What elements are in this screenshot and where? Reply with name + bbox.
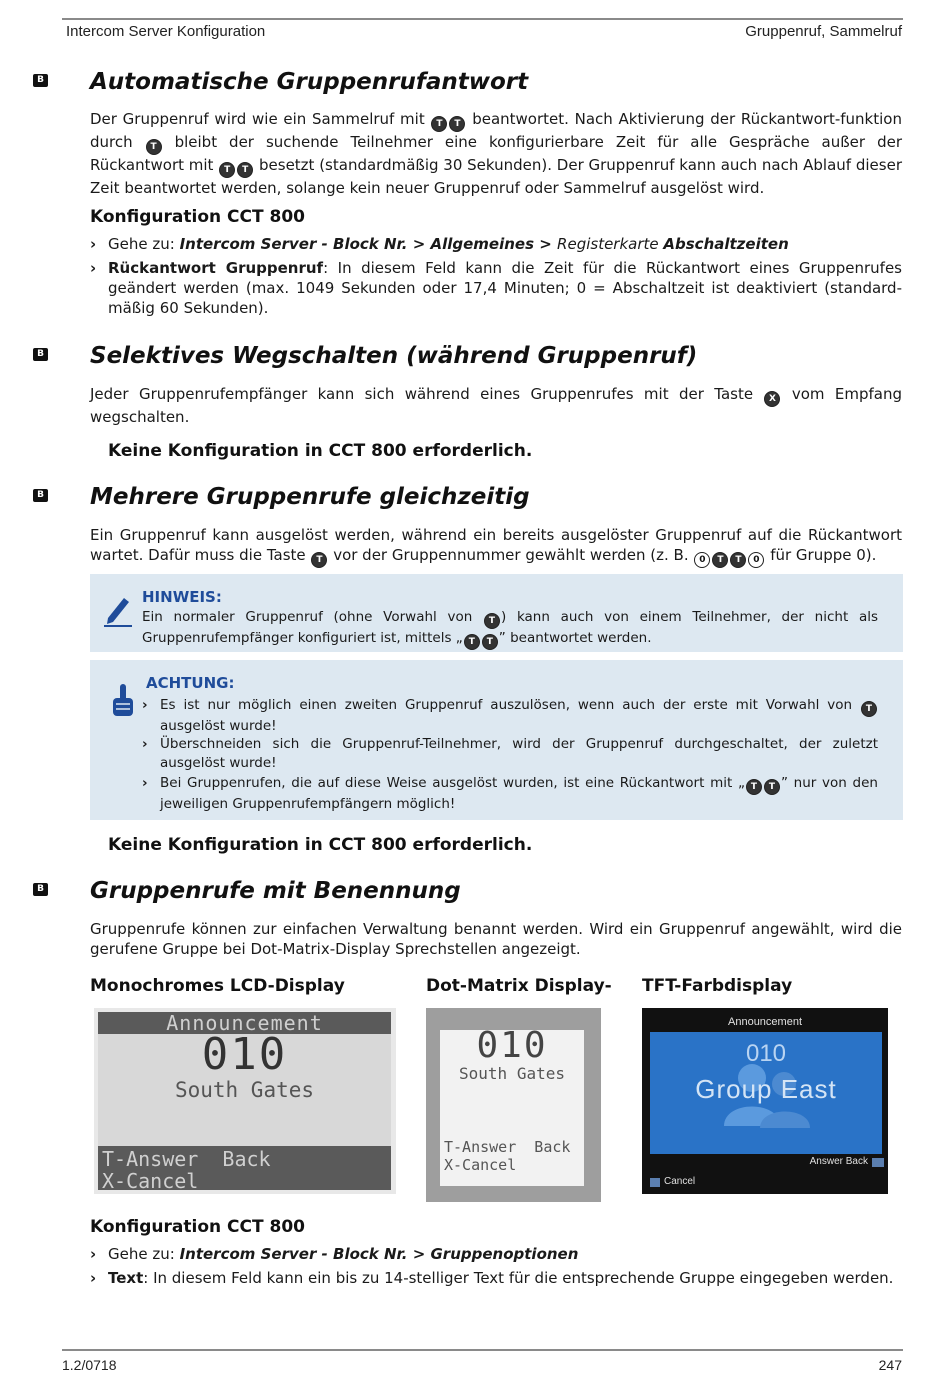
tft-number: 010 <box>745 1040 787 1067</box>
section-4-paragraph: Gruppenrufe können zur einfachen Verwaltung benannt werden. Wird ein Gruppenruf angewählt, wird die gerufene Gruppe bei Dot-Matrix-Display Sprechstellen angezeigt. <box>90 920 902 958</box>
config-1-goto: › Gehe zu: Intercom Server - Block Nr. > Allgemeines > Registerkarte Abschaltzeiten <box>90 235 789 253</box>
x-key-icon: X <box>764 391 780 407</box>
header-rule <box>62 18 903 20</box>
tft-header: Announcement <box>728 1016 802 1028</box>
config-2-field: › Text: In diesem Feld kann ein bis zu 14-stelliger Text für die entsprechende Gruppe eingegeben werden. <box>90 1269 894 1287</box>
tft-cancel: Cancel <box>664 1176 696 1187</box>
hinweis-title: HINWEIS: <box>142 588 222 606</box>
config-2-goto: › Gehe zu: Intercom Server - Block Nr. > Gruppenoptionen <box>90 1245 579 1263</box>
bullet-arrow-icon: › <box>142 775 148 791</box>
page-number: 247 <box>878 1357 902 1373</box>
t-key-icon: T <box>464 634 480 650</box>
section-2-paragraph: Jeder Gruppenrufempfänger kann sich während eines Gruppenrufes mit der Taste X vom Empfang wegschalten. <box>90 385 903 426</box>
config-title-1: Konfiguration CCT 800 <box>90 207 305 227</box>
tft-cancel-key <box>650 1178 660 1187</box>
section-title-4: Gruppenrufe mit Benennung <box>90 878 461 904</box>
achtung-item-2: › Überschneiden sich die Gruppenruf-Teilnehmer, wird der Gruppenruf durchgeschaltet, der zuletzt ausgelöst wurde! <box>142 736 878 771</box>
lcd-line-1: T-Answer Back <box>102 1147 271 1171</box>
section-title-2: Selektives Wegschalten (während Gruppenruf) <box>90 343 698 369</box>
dot-number: 010 <box>476 1025 548 1066</box>
t-key-icon: T <box>237 162 253 178</box>
section-badge: B <box>33 74 48 87</box>
tft-display-image <box>642 1008 888 1194</box>
footer-left: 1.2/0718 <box>62 1357 117 1373</box>
achtung-item-1: › Es ist nur möglich einen zweiten Gruppenruf auszulösen, wenn auch der erste mit Vorwahl von T ausgelöst wurde! <box>142 696 878 736</box>
lcd-number: 010 <box>201 1029 288 1080</box>
no-config-note-2: Keine Konfiguration in CCT 800 erforderlich. <box>108 835 533 855</box>
pointing-hand-icon <box>110 682 136 718</box>
zero-key-icon: 0 <box>694 552 710 568</box>
dotmatrix-display-image <box>426 1008 601 1202</box>
t-key-icon: T <box>431 116 447 132</box>
bullet-arrow-icon: › <box>90 1245 97 1263</box>
column-title-tft: TFT-Farbdisplay <box>642 976 793 996</box>
header-left: Intercom Server Konfiguration <box>66 23 266 40</box>
pencil-icon <box>102 592 134 628</box>
tft-screen <box>650 1032 882 1154</box>
achtung-title: ACHTUNG: <box>146 674 235 692</box>
config-title-2: Konfiguration CCT 800 <box>90 1217 305 1237</box>
t-key-icon: T <box>449 116 465 132</box>
t-key-icon: T <box>730 552 746 568</box>
achtung-box <box>90 660 903 820</box>
dot-line-1: T-Answer Back <box>444 1138 571 1156</box>
section-badge: B <box>33 883 48 896</box>
tft-answer-back: Answer Back <box>809 1156 868 1167</box>
bullet-arrow-icon: › <box>90 1269 97 1287</box>
t-key-icon: T <box>484 613 500 629</box>
hinweis-box <box>90 574 903 652</box>
t-key-icon: T <box>146 139 162 155</box>
t-key-icon: T <box>311 552 327 568</box>
tft-group-name: Group East <box>695 1074 837 1104</box>
section-title-3: Mehrere Gruppenrufe gleichzeitig <box>90 484 530 510</box>
dot-line-2: X-Cancel <box>444 1156 517 1174</box>
lcd-display-image <box>94 1008 396 1194</box>
t-key-icon: T <box>219 162 235 178</box>
hinweis-text: Ein normaler Gruppenruf (ohne Vorwahl von T ) kann auch von einem Teilnehmer, der nicht als Gruppenrufempfänger konfiguriert ist, mittels „ T T ” beantwortet werden. <box>142 608 878 650</box>
lcd-header: Announcement <box>166 1011 323 1035</box>
tft-answer-key <box>872 1158 884 1167</box>
column-title-lcd: Monochromes LCD-Display <box>90 976 345 996</box>
header-right: Gruppenruf, Sammelruf <box>745 23 902 40</box>
dot-group-name: South Gates <box>459 1064 565 1083</box>
bullet-arrow-icon: › <box>90 235 97 253</box>
t-key-icon: T <box>712 552 728 568</box>
bullet-arrow-icon: › <box>142 736 148 752</box>
section-3-paragraph: Ein Gruppenruf kann ausgelöst werden, während ein bereits ausgelöster Gruppenruf auf die Rückantwort wartet. Dafür muss die Taste T vor der Gruppennummer gewählt werden (z. B. 0 T T 0 für Gruppe 0). <box>90 525 902 568</box>
section-title-1: Automatische Gruppenrufantwort <box>90 69 529 95</box>
bullet-arrow-icon: › <box>90 259 97 277</box>
footer-rule <box>62 1349 903 1351</box>
section-1-paragraph: Der Gruppenruf wird wie ein Sammelruf mit T T beantwortet. Nach Aktivierung der Rückantwort-funktion durch T bleibt der suchende Teilnehmer eine konfigurierbare Zeit für alle Gespräche außer der Rückantwort mit T T besetzt (standardmäßig 30 Sekunden). Der Gruppenruf kann auch nach Ablauf dieser Zeit beantwortet werden, solange kein neuer Gruppenruf oder Sammelruf ausgelöst wird. <box>90 110 902 197</box>
t-key-icon: T <box>746 779 762 795</box>
achtung-item-3: › Bei Gruppenrufen, die auf diese Weise ausgelöst wurden, ist eine Rückantwort mit „ T T ” nur von den jeweiligen Gruppenrufempfängern möglich! <box>142 775 878 812</box>
column-title-dotmatrix: Dot-Matrix Display- <box>426 976 612 996</box>
no-config-note-1: Keine Konfiguration in CCT 800 erforderlich. <box>108 441 533 461</box>
t-key-icon: T <box>482 634 498 650</box>
section-badge: B <box>33 489 48 502</box>
bullet-arrow-icon: › <box>142 697 148 713</box>
section-badge: B <box>33 348 48 361</box>
t-key-icon: T <box>861 701 877 717</box>
config-1-field: › Rückantwort Gruppenruf: In diesem Feld kann die Zeit für die Rückantwort eines Gruppenrufes geändert werden (max. 1049 Sekunden oder 17,4 Minuten; 0 = Abschaltzeit ist deaktiviert (standard-mäßig 60 Sekunden). <box>90 259 902 317</box>
lcd-group-name: South Gates <box>174 1078 315 1102</box>
zero-key-icon: 0 <box>748 552 764 568</box>
t-key-icon: T <box>764 779 780 795</box>
lcd-line-2: X-Cancel <box>102 1169 199 1193</box>
